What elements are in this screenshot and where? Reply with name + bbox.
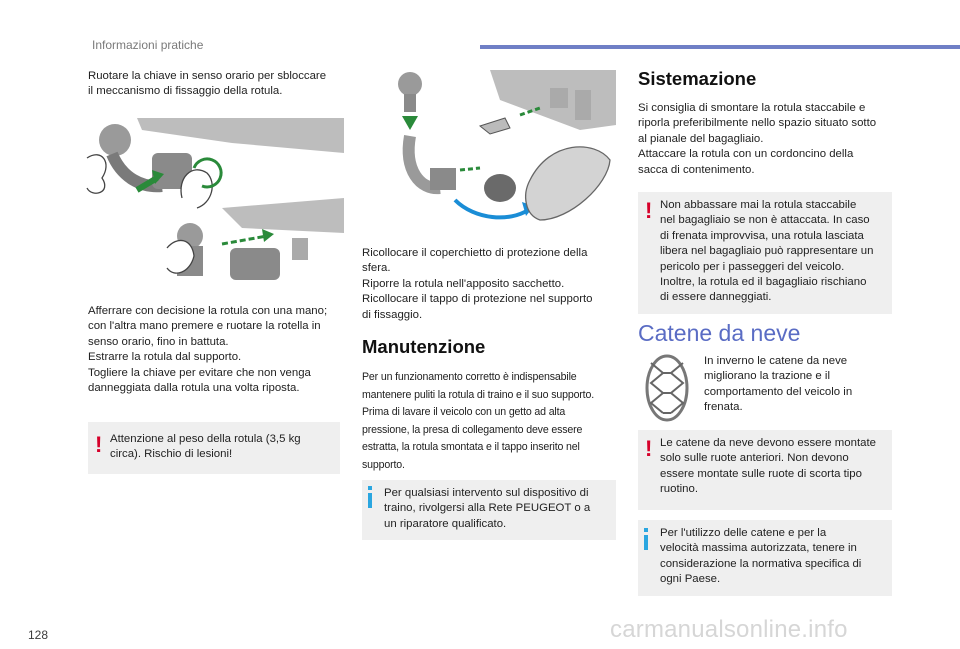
warning-text: Attenzione al peso della rotula (3,5 kg circa). Rischio di lesioni!: [110, 433, 301, 461]
info-icon: [644, 528, 648, 532]
maintenance-heading: Manutenzione: [362, 336, 486, 357]
snow-chain-icon: [641, 353, 693, 423]
towbar-illustration-1: [82, 118, 344, 298]
section-title: Informazioni pratiche: [92, 38, 204, 52]
storage-heading: Sistemazione: [638, 68, 757, 89]
snow-chains-heading: Catene da neve: [638, 320, 801, 346]
info-text: Per qualsiasi intervento sul dispositivo di traino, rivolgersi alla Rete PEUGEOT o a un riparatore qualificato.: [384, 487, 591, 530]
header-accent-bar: [480, 45, 960, 49]
warning-text: Le catene da neve devono essere montate solo sulle ruote anteriori. Non devono essere montate sulle ruote di scorta tipo ruotino.: [660, 437, 876, 496]
maintenance-text: Per un funzionamento corretto è indispensabile mantenere puliti la rotula di traino e il suo supporto. Prima di lavare il veicolo con un getto ad alta pressione, la presa di collegamento deve essere estratta, la rotula smontata e il tappo inserito nel supporto.: [362, 371, 595, 471]
info-icon: [368, 486, 372, 490]
watermark: carmanualsonline.info: [610, 616, 848, 643]
towbar-storage-illustration: [380, 70, 616, 230]
info-box-chains: [638, 520, 892, 596]
intro-text: Ruotare la chiave in senso orario per sbloccare il meccanismo di fissaggio della rotula.: [88, 70, 327, 98]
warning-box-weight: [88, 422, 340, 474]
storage-text: Si consiglia di smontare la rotula staccabile e riporla preferibilmente nello spazio situato sotto al pianale del bagagliaio. Attaccare la rotula con un cordoncino della sacca di contenimento.: [638, 102, 877, 176]
warning-text: Non abbassare mai la rotula staccabile nel bagagliaio se non è attaccata. In caso di frenata improvvisa, una rotula lasciata libera nel bagagliaio può rappresentare un pericolo per i passeggeri del veicolo. Inoltre, la rotula ed il bagagliaio rischiano di essere danneggiati.: [660, 199, 874, 304]
warning-box-chains: [638, 430, 892, 510]
remove-instructions: Afferrare con decisione la rotula con una mano; con l'altra mano premere e ruotare la rotella in senso orario, fino in battuta. Estrarre la rotula dal supporto. Togliere la chiave per evitare che non venga danneggiata dalla rotula una volta riposta.: [88, 305, 328, 395]
info-box-dealer: [362, 480, 616, 540]
reposition-instructions: Ricollocare il coperchietto di protezione della sfera. Riporre la rotula nell'apposito sacchetto. Ricollocare il tappo di protezione nel supporto di fissaggio.: [362, 247, 593, 321]
snow-chains-text: In inverno le catene da neve migliorano la trazione e il comportamento del veicolo in frenata.: [704, 355, 853, 414]
warning-box-storage: [638, 192, 892, 314]
page-number: 128: [28, 628, 49, 642]
info-text: Per l'utilizzo delle catene e per la velocità massima autorizzata, tenere in considerazione la normativa specifica di ogni Paese.: [660, 527, 862, 586]
info-icon-bar: [368, 493, 372, 508]
exclamation-warning-icon: !: [645, 198, 653, 223]
info-icon-bar: [644, 535, 648, 550]
exclamation-warning-icon: !: [645, 436, 653, 461]
exclamation-warning-icon: !: [95, 432, 103, 457]
